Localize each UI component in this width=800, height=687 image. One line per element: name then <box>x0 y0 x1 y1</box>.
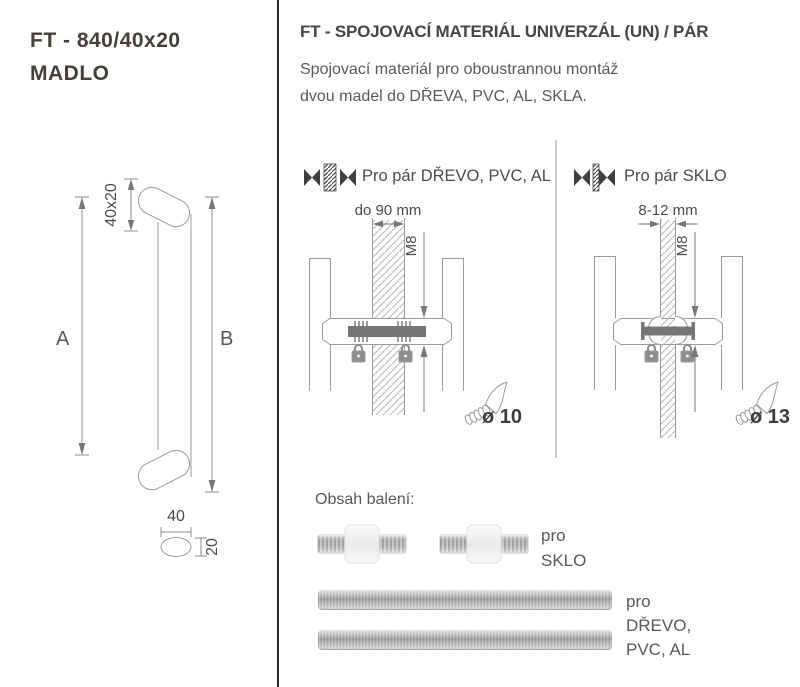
product-code: FT - 840/40x20 <box>30 29 181 52</box>
handle-body <box>134 183 194 495</box>
glass-item-label <box>541 523 586 573</box>
drill-size-wood: ø 10 <box>482 406 523 428</box>
wood-item-label <box>626 590 691 662</box>
product-type: MADLO <box>30 62 110 85</box>
mounting-diagram-glass <box>595 218 789 438</box>
product-title <box>30 24 181 90</box>
glass-item-line: pro <box>541 526 566 545</box>
cross-section <box>161 527 207 557</box>
handle-post-right <box>722 257 743 391</box>
section-label-wood: Pro pár DŘEVO, PVC, AL <box>362 167 551 185</box>
thread-label-glass: M8 <box>673 235 691 257</box>
section-divider <box>555 140 557 458</box>
depth-label-glass: 8-12 mm <box>638 202 698 219</box>
profile-dim-label: 40x20 <box>103 183 120 227</box>
rod-end-plate <box>692 322 696 340</box>
description-line: Spojovací materiál pro oboustrannou montáž <box>300 61 619 78</box>
dimension-a <box>75 197 89 455</box>
connector-bolt-photo <box>440 525 528 563</box>
depth-dim-label: 20 <box>204 538 221 556</box>
dim-b-label: B <box>220 328 234 350</box>
sheet-title: FT - SPOJOVACÍ MATERIÁL UNIVERZÁL (UN) / PÁR <box>300 22 709 41</box>
sheet-description <box>300 56 618 110</box>
wood-panel-hatch <box>373 218 405 415</box>
width-dim-label: 40 <box>167 508 185 525</box>
handle-post-left <box>595 257 616 391</box>
mount-glass-icon <box>574 164 615 191</box>
dim-a-label: A <box>56 328 70 350</box>
wood-item-line: DŘEVO, <box>626 616 692 635</box>
threaded-rod-photo <box>318 629 612 650</box>
threaded-rod <box>644 327 692 336</box>
panel-divider <box>277 0 279 687</box>
handle-profile-drawing <box>75 179 219 557</box>
threaded-rod <box>348 326 426 337</box>
depth-label-wood: do 90 mm <box>354 202 422 219</box>
padlock-icon <box>681 345 694 362</box>
mount-wood-icon <box>304 164 356 191</box>
wood-item-line: pro <box>626 592 651 611</box>
wood-item-line: PVC, AL <box>626 640 691 659</box>
thread-label-wood: M8 <box>402 235 420 257</box>
padlock-icon <box>645 345 658 362</box>
padlock-icon <box>352 345 365 362</box>
drill-size-glass: ø 13 <box>750 406 791 428</box>
threaded-rod-photo <box>318 589 612 610</box>
section-label-glass: Pro pár SKLO <box>624 167 727 185</box>
dimension-b <box>205 197 219 492</box>
package-heading: Obsah balení: <box>315 491 415 508</box>
dimension-profile <box>124 179 138 231</box>
rod-end-plate <box>641 322 645 340</box>
connector-bolt-photo <box>318 525 406 563</box>
description-line: dvou madel do DŘEVA, PVC, AL, SKLA. <box>300 88 587 105</box>
glass-item-line: SKLO <box>541 551 587 570</box>
